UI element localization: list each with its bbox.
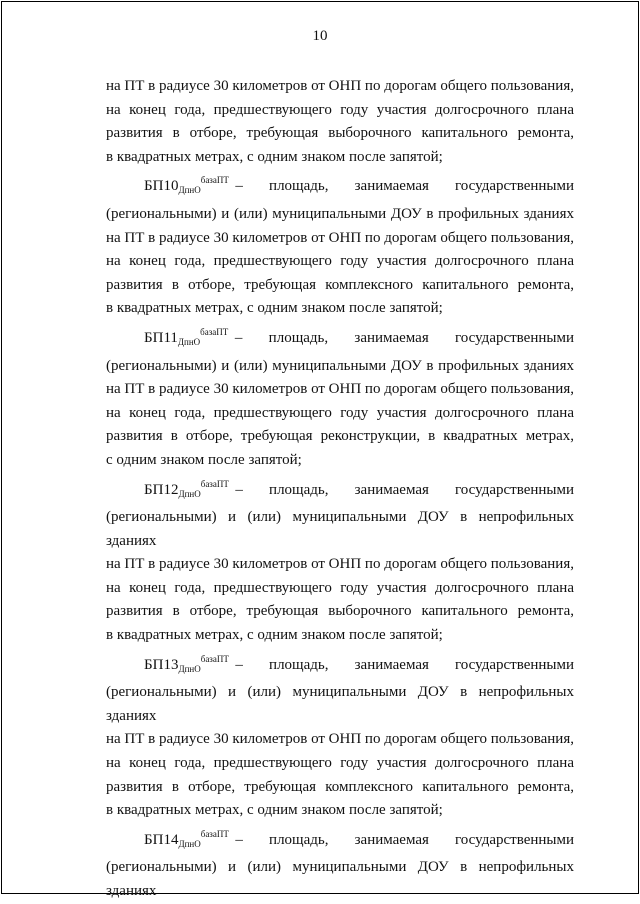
indicator-subscript: ДпнО bbox=[178, 838, 201, 849]
indicator-subscript: ДпнО bbox=[178, 663, 201, 674]
text-line: в квадратных метрах, с одним знаком после запятой; bbox=[106, 627, 443, 644]
text-line: на ПТ в радиусе 30 километров от ОНП по дорогам общего пользования, bbox=[106, 229, 574, 246]
paragraph bbox=[106, 169, 574, 321]
definition-lead-text: – площадь, занимаемая государственными bbox=[235, 656, 575, 673]
text-line: на конец года, предшествующего году участия долгосрочного плана bbox=[106, 253, 574, 270]
text-line: развития в отборе, требующая выборочного капитального ремонта, bbox=[106, 125, 574, 142]
text-line: (региональными) и (или) муниципальными ДОУ в непрофильных зданиях bbox=[106, 684, 574, 724]
indicator-superscript: базаПТ bbox=[200, 478, 229, 489]
text-line: на ПТ в радиусе 30 километров от ОНП по дорогам общего пользования, bbox=[106, 731, 574, 748]
indicator-subscript: ДпнО bbox=[178, 488, 201, 499]
paragraph bbox=[106, 321, 574, 473]
definition-lead-text: – площадь, занимаемая государственными bbox=[234, 329, 574, 346]
paragraph bbox=[106, 473, 574, 648]
definition-first-line bbox=[106, 473, 574, 507]
text-line: на конец года, предшествующего году участия долгосрочного плана bbox=[106, 404, 574, 421]
indicator-subscript: ДпнО bbox=[177, 336, 201, 347]
indicator-symbol: БП11 bbox=[144, 329, 178, 346]
indicator-subscript: ДпнО bbox=[178, 185, 201, 196]
indicator-superscript: базаПТ bbox=[200, 326, 229, 337]
text-line: с одним знаком после запятой; bbox=[106, 451, 302, 468]
text-line: развития в отборе, требующая реконструкции, в квадратных метрах, bbox=[106, 428, 574, 445]
text-line: (региональными) и (или) муниципальными ДОУ в непрофильных зданиях bbox=[106, 509, 574, 549]
definition-first-line bbox=[106, 321, 574, 355]
text-line: (региональными) и (или) муниципальными ДОУ в профильных зданиях bbox=[106, 205, 574, 222]
document-body bbox=[106, 75, 574, 904]
indicator-superscript: базаПТ bbox=[200, 175, 229, 186]
text-line: на ПТ в радиусе 30 километров от ОНП по дорогам общего пользования, bbox=[106, 556, 574, 573]
text-line: (региональными) и (или) муниципальными ДОУ в непрофильных зданиях bbox=[106, 859, 574, 899]
paragraph bbox=[106, 648, 574, 823]
paragraph bbox=[106, 75, 574, 169]
text-line: на ПТ в радиусе 30 километров от ОНП по дорогам общего пользования, bbox=[106, 78, 574, 94]
text-line: на ПТ в радиусе 30 километров от ОНП по дорогам общего пользования, bbox=[106, 381, 574, 398]
indicator-symbol: БП12 bbox=[144, 481, 179, 498]
definition-first-line bbox=[106, 169, 574, 203]
indicator-symbol: БП10 bbox=[144, 178, 179, 195]
text-line: в квадратных метрах, с одним знаком после запятой; bbox=[106, 148, 443, 165]
definition-lead-text: – площадь, занимаемая государственными bbox=[235, 831, 575, 848]
text-line: развития в отборе, требующая выборочного капитального ремонта, bbox=[106, 603, 574, 620]
text-line: развития в отборе, требующая комплексного капитального ремонта, bbox=[106, 778, 574, 795]
page-number: 10 bbox=[312, 28, 328, 44]
indicator-superscript: базаПТ bbox=[200, 828, 229, 839]
text-line: на конец года, предшествующего году участия долгосрочного плана bbox=[106, 579, 574, 596]
definition-lead-text: – площадь, занимаемая государственными bbox=[235, 481, 575, 498]
definition-first-line bbox=[106, 823, 574, 857]
indicator-symbol: БП13 bbox=[144, 656, 179, 673]
indicator-symbol: БП14 bbox=[144, 831, 179, 848]
text-line: на конец года, предшествующего году участия долгосрочного плана bbox=[106, 755, 574, 772]
text-line: (региональными) и (или) муниципальными ДОУ в профильных зданиях bbox=[106, 357, 574, 374]
paragraph bbox=[106, 823, 574, 904]
definition-lead-text: – площадь, занимаемая государственными bbox=[235, 178, 575, 195]
text-line: в квадратных метрах, с одним знаком после запятой; bbox=[106, 300, 443, 317]
text-line: в квадратных метрах, с одним знаком после запятой; bbox=[106, 802, 443, 819]
text-line: на конец года, предшествующего году участия долгосрочного плана bbox=[106, 101, 574, 118]
text-line: развития в отборе, требующая комплексного капитального ремонта, bbox=[106, 276, 574, 293]
definition-first-line bbox=[106, 648, 574, 682]
indicator-superscript: базаПТ bbox=[200, 653, 229, 664]
